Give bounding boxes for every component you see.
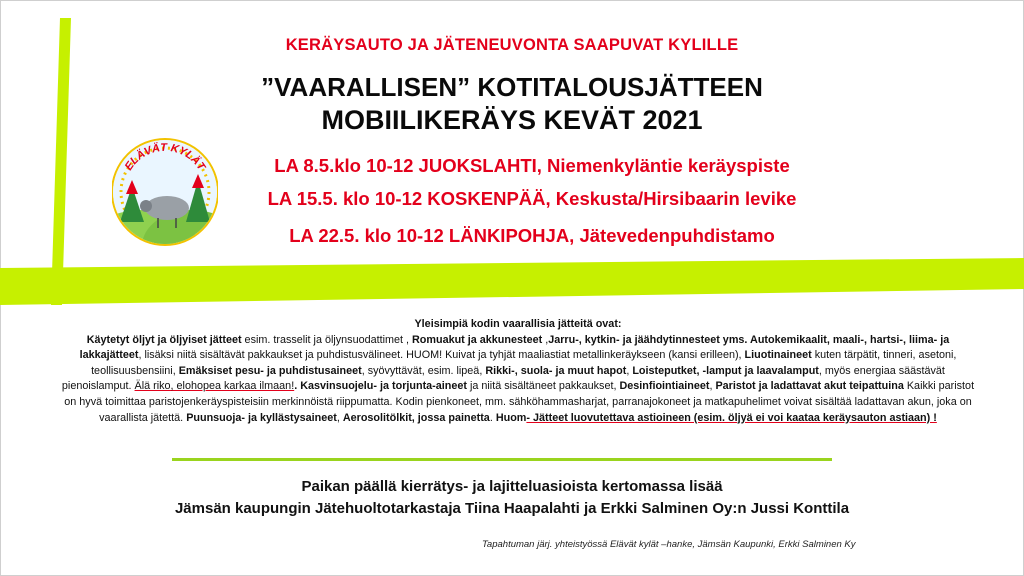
header-line-3: MOBIILIKERÄYS KEVÄT 2021 xyxy=(321,105,703,135)
info-block xyxy=(58,317,978,426)
event-1: LA 8.5.klo 10-12 JUOKSLAHTI, Niemenkyläntie keräyspiste xyxy=(274,155,790,176)
info-part: , xyxy=(542,333,549,346)
info-part: , xyxy=(626,364,633,377)
village-logo-icon xyxy=(112,124,218,264)
credit-note: Tapahtuman järj. yhteistyössä Elävät kylät –hanke, Jämsän Kaupunki, Erkki Salminen Ky xyxy=(482,539,856,550)
info-part: , xyxy=(709,380,716,393)
info-part: . xyxy=(489,411,496,424)
info-part: . Kasvinsuojelu- ja torjunta-aineet xyxy=(294,380,467,393)
footer-line-1: Paikan päällä kierrätys- ja lajitteluasioista kertomassa lisää xyxy=(301,478,723,495)
divider-line xyxy=(172,458,832,461)
info-part: Loisteputket, -lamput ja laavalamput xyxy=(632,364,819,377)
elavat-kylat-logo xyxy=(112,124,218,264)
info-part: kuten tärpätit, tinneri, asetoni, teollisuusbensiini, xyxy=(91,349,957,377)
info-part: , lisäksi niitä sisältävät pakkaukset ja puhdistusvälineet. HUOM! Kuivat ja tyhjät maaliastiat metallinkeräykseen (kansi erilleen), xyxy=(138,349,745,362)
info-part: , xyxy=(336,411,343,424)
info-part: Paristot ja ladattavat akut teipattuina xyxy=(715,380,904,393)
event-3: LA 22.5. klo 10-12 LÄNKIPOHJA, Jätevedenpuhdistamo xyxy=(289,225,775,246)
info-paragraph xyxy=(58,333,978,427)
header-line-2: ”VAARALLISEN” KOTITALOUSJÄTTEEN xyxy=(261,72,763,102)
info-part: Emäksiset pesu- ja puhdistusaineet xyxy=(178,364,362,377)
green-stroke-horizontal xyxy=(0,258,1024,305)
info-part: ja niitä sisältäneet pakkaukset, xyxy=(467,380,620,393)
info-part: , myös energiaa säästävät pienoislamput. xyxy=(61,364,945,393)
info-part: Aerosolitölkit, jossa painetta xyxy=(342,411,490,424)
info-part: Puunsuoja- ja kyllästysaineet xyxy=(186,411,337,424)
footer-line-2: Jämsän kaupungin Jätehuoltotarkastaja Tiina Haapalahti ja Erkki Salminen Oy:n Jussi Konttila xyxy=(174,500,850,517)
header-line-1: KERÄYSAUTO JA JÄTENEUVONTA SAAPUVAT KYLILLE xyxy=(285,36,739,54)
info-part: esim. trasselit ja öljynsuodattimet , xyxy=(241,333,412,346)
info-intro: Yleisimpiä kodin vaarallisia jätteitä ovat: xyxy=(414,318,622,330)
info-part: Rikki-, suola- ja muut hapot xyxy=(485,364,627,377)
info-part: Liuotinaineet xyxy=(744,349,812,362)
info-part: Kaikki paristot on hyvä toimittaa paristojenkeräyspisteisiin merkinnöistä riippumatta. Kodin pienkoneet, mm. sähköhammasharjat, parranajokoneet ja matkapuhelimet voivat sisältää ladattavan akun, joka on vaarallista jätettä. xyxy=(64,380,975,424)
info-part: Romuakut ja akkunesteet xyxy=(411,333,543,346)
event-2: LA 15.5. klo 10-12 KOSKENPÄÄ, Keskusta/Hirsibaarin levike xyxy=(267,188,797,209)
info-part: Käytetyt öljyt ja öljyiset jätteet xyxy=(86,333,242,346)
info-part: - Jätteet luovutettava astioineen (esim. öljyä ei voi kaataa keräysauton astiaan) ! xyxy=(526,411,937,424)
info-part: , syövyttävät, esim. lipeä, xyxy=(361,364,486,377)
info-part: Huom xyxy=(495,411,527,424)
logo-text: ELÄVÄT KYLÄT xyxy=(122,141,208,173)
info-part: Jarru-, kytkin- ja jäähdytinnesteet yms. Autokemikaalit, maali-, hartsi-, liima- ja lakkajätteet xyxy=(79,333,950,362)
info-part: Desinfiointiaineet xyxy=(619,380,710,393)
info-part: Älä riko, elohopea karkaa ilmaan! xyxy=(134,380,295,393)
